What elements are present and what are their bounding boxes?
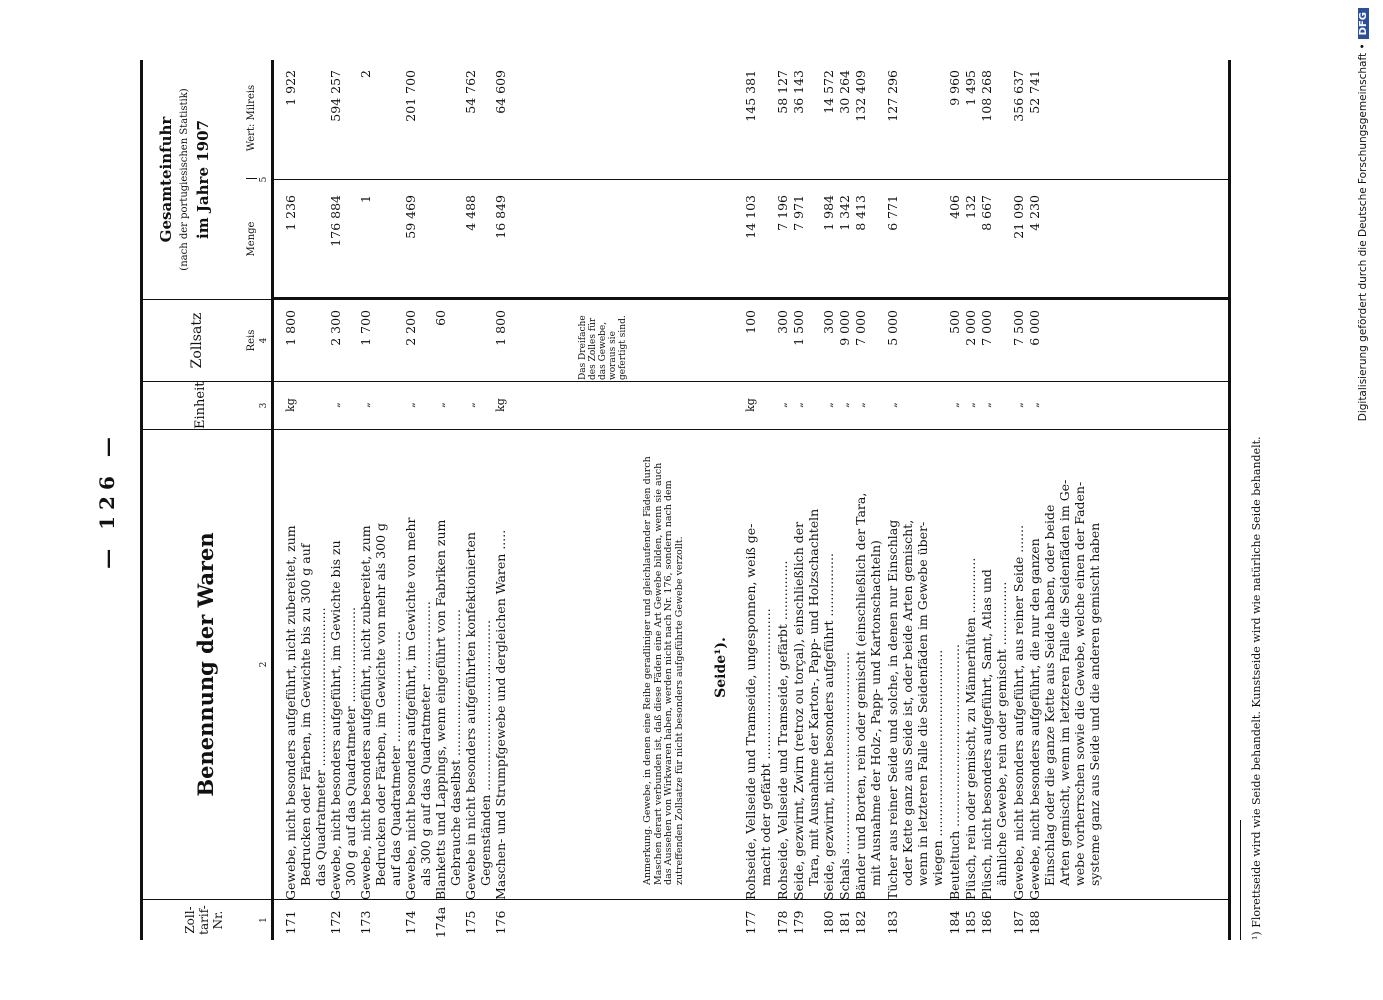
item-description-line: Gewebe, nicht besonders aufgeführt, im Gewichte bis zu — [328, 540, 343, 900]
tariff-number: 171 — [283, 910, 298, 935]
import-value: 54 762 — [463, 70, 478, 114]
import-quantity: 59 469 — [403, 195, 418, 239]
import-value: 594 257 — [328, 70, 343, 122]
item-description-cont: auf das Quadratmeter ............................ — [388, 630, 403, 886]
import-quantity: 1 984 — [821, 195, 836, 231]
item-description-line: Gewebe, nicht besonders aufgeführt, nicht zubereitet, zum — [358, 525, 373, 900]
duty-rate: 5 000 — [885, 310, 900, 346]
item-description-cont: Gegenständen ........................................... — [478, 619, 493, 886]
tariff-number: 179 — [791, 910, 806, 935]
import-value: 1 922 — [283, 70, 298, 106]
table-header — [143, 60, 274, 940]
item-description-line: Tücher aus reiner Seide und solche, in denen nur Einschlag — [885, 519, 900, 900]
item-description — [463, 435, 493, 900]
anmerkung-176: Anmerkung. Gewebe, in denen eine Reihe geradliniger und gleichlaufender Fäden durch Maschen derart verbunden ist, daß diese Fäden eine Art Gewebe bilden, wenn sie auch das Aussehen von Wirkwaren haben, werden nicht nach Nr. 176, sondern nach dem zutreffenden Zollsatze für nicht besonders aufgeführte Gewebe verzollt. — [642, 456, 685, 885]
header-num-1: 1 — [259, 917, 269, 923]
unit: „ — [359, 402, 372, 408]
item-description — [885, 435, 945, 900]
item-description-cont: mit Ausnahme der Holz-, Papp- und Kartonschachteln) — [868, 540, 883, 886]
item-description-line: Seide, gezwirnt, nicht besonders aufgeführt ................ — [821, 552, 836, 900]
unit: kg — [284, 398, 297, 412]
page-number: — 126 — — [95, 431, 119, 569]
duty-rate: 300 — [775, 310, 790, 334]
header-col-einheit-label: Einheit — [193, 381, 208, 429]
header-col-zollsatz — [143, 300, 271, 382]
item-description-line: Beuteltuch .............................................. — [947, 644, 962, 900]
header-col-zollsatz-label: Zollsatz — [189, 312, 205, 369]
item-description-cont: ähnliche Gewebe, rein oder gemischt ................ — [994, 581, 1009, 886]
item-description-cont: Bedrucken oder Färben, im Gewichte bis zu 300 g auf — [298, 543, 313, 886]
item-description-line: Gewebe, nicht besonders aufgeführt, die nur den ganzen — [1027, 538, 1042, 900]
tariff-number: 180 — [821, 910, 836, 935]
footnote: ¹) Florettseide wird wie Seide behandelt. Kunstseide wird wie natürliche Seide behandelt. — [1250, 436, 1263, 940]
import-quantity: 176 884 — [328, 195, 343, 247]
duty-rate: 100 — [743, 310, 758, 334]
dfg-logo: DFG — [1358, 8, 1369, 39]
duty-rate: 7 500 — [1011, 310, 1026, 346]
tariff-number: 173 — [358, 910, 373, 935]
item-description-cont: systeme ganz aus Seide und die anderen gemischt haben — [1087, 522, 1102, 886]
item-description-line: Bänder und Borten, rein oder gemischt (einschließlich der Tara, — [853, 492, 868, 900]
duty-rate: 7 000 — [853, 310, 868, 346]
item-description-cont: das Quadratmeter ........................................ — [313, 607, 328, 886]
item-description — [853, 435, 883, 900]
item-description-line: Maschen- und Strumpfgewebe und dergleichen Waren ..... — [493, 529, 508, 900]
item-description — [283, 435, 328, 900]
unit: „ — [1012, 402, 1025, 408]
import-quantity: 1 236 — [283, 195, 298, 231]
tariff-number: 184 — [947, 910, 962, 935]
item-description-line: Schals ................................................... — [837, 651, 852, 900]
item-description-cont: als 300 g auf das Quadratmeter .................... — [418, 601, 433, 886]
item-description — [1027, 435, 1102, 900]
import-value: 52 741 — [1027, 70, 1042, 114]
import-quantity: 7 971 — [791, 195, 806, 231]
duty-rate: 1 500 — [791, 310, 806, 346]
header-col-einheit — [143, 382, 271, 430]
item-description-line: Blanketts und Lappings, wenn eingeführt von Fabriken zum — [433, 519, 448, 900]
header-num-3: 3 — [259, 402, 269, 409]
tariff-number: 172 — [328, 910, 343, 935]
item-description — [963, 435, 978, 900]
import-value: 64 609 — [493, 70, 508, 114]
duty-rate: 7 000 — [979, 310, 994, 346]
item-description-line: Gewebe, nicht besonders aufgeführt, nicht zubereitet, zum — [283, 525, 298, 900]
item-description-line: Gewebe in nicht besonders aufgeführten konfektionierten — [463, 532, 478, 900]
item-description-line: Gewebe, nicht besonders aufgeführt, im Gewichte von mehr — [403, 517, 418, 900]
import-value: 58 127 — [775, 70, 790, 114]
import-quantity: 21 090 — [1011, 195, 1026, 239]
item-description-line: Seide, gezwirnt, Zwirn (retroz ou torçal), einschließlich der — [791, 521, 806, 900]
unit: kg — [744, 398, 757, 412]
import-value: 14 572 — [821, 70, 836, 114]
item-description — [358, 435, 403, 900]
unit: „ — [434, 402, 447, 408]
tariff-number: 183 — [885, 910, 900, 935]
tariff-number: 185 — [963, 910, 978, 935]
duty-rate: 1 800 — [283, 310, 298, 346]
header-num-4: 4 — [259, 337, 269, 344]
unit: „ — [404, 402, 417, 408]
unit: „ — [964, 402, 977, 408]
unit: kg — [494, 398, 507, 412]
unit: „ — [948, 402, 961, 408]
import-value: 108 268 — [979, 70, 994, 122]
dfg-credit — [1357, 0, 1369, 1000]
duty-rate: 1 800 — [493, 310, 508, 346]
item-description-cont: Gebrauche daselbst ..................................... — [448, 609, 463, 886]
header-col-benennung — [143, 430, 271, 900]
item-description — [328, 435, 358, 900]
import-value: 9 960 — [947, 70, 962, 106]
unit: „ — [464, 402, 477, 408]
tariff-number: 174a — [433, 906, 448, 939]
header-col-benennung-label: Benennung der Waren — [193, 532, 218, 797]
duty-rate: 9 000 — [837, 310, 852, 346]
duty-rate: 1 700 — [358, 310, 373, 346]
unit: „ — [776, 402, 789, 408]
duty-rate: 300 — [821, 310, 836, 334]
import-value: 30 264 — [837, 70, 852, 114]
header-col-zollsatz-sub: Reis — [246, 329, 257, 352]
item-description-cont: Bedrucken oder Färben, im Gewichte von mehr als 300 g — [373, 522, 388, 886]
zoll-note-175: Das Dreifache des Zolles für das Gewebe, woraus sie gefertigt sind. — [578, 315, 628, 380]
header-menge: Menge — [246, 221, 257, 257]
header-num-5: 5 — [259, 176, 269, 183]
duty-rate: 500 — [947, 310, 962, 334]
item-description — [821, 435, 836, 900]
section-seide: Seide¹). — [713, 637, 729, 698]
import-quantity: 1 342 — [837, 195, 852, 231]
item-description-cont: 300 g auf das Quadratmeter ........................ — [343, 607, 358, 886]
item-description — [743, 435, 773, 900]
import-quantity: 16 849 — [493, 195, 508, 239]
tariff-number: 188 — [1027, 910, 1042, 935]
duty-rate: 6 000 — [1027, 310, 1042, 346]
item-description — [433, 435, 463, 900]
tariff-number: 177 — [743, 910, 758, 935]
tariff-number: 186 — [979, 910, 994, 935]
duty-rate: 2 200 — [403, 310, 418, 346]
item-description-cont: Arten gemischt, wenn im letzteren Falle die Seidenfäden im Ge- — [1057, 479, 1072, 886]
import-quantity: 4 230 — [1027, 195, 1042, 231]
unit: „ — [980, 402, 993, 408]
import-quantity: 4 488 — [463, 195, 478, 231]
import-value: 201 700 — [403, 70, 418, 122]
tariff-number: 178 — [775, 910, 790, 935]
item-description — [1011, 435, 1026, 900]
tariff-number: 176 — [493, 910, 508, 935]
import-value: 127 296 — [885, 70, 900, 122]
item-description-cont: Tara, mit Ausnahme der Karton-, Papp- und Holzschachteln — [806, 508, 821, 886]
duty-rate: 60 — [433, 310, 448, 326]
tariff-table — [140, 60, 1231, 940]
tariff-number: 181 — [837, 910, 852, 935]
header-col-einfuhr-year: im Jahre 1907 — [194, 120, 212, 239]
item-description-line: Rohseide, Vellseide und Tramseide, ungesponnen, weiß ge- — [743, 523, 758, 900]
item-description — [493, 435, 508, 900]
duty-rate: 2 000 — [963, 310, 978, 346]
unit: „ — [822, 402, 835, 408]
item-description — [403, 435, 433, 900]
header-num-2: 2 — [259, 661, 269, 668]
import-quantity: 14 103 — [743, 195, 758, 239]
import-value: 36 143 — [791, 70, 806, 114]
col-divider-3 — [271, 381, 1228, 382]
header-col-einfuhr-label: Gesamteinfuhr — [157, 116, 175, 243]
unit: „ — [886, 402, 899, 408]
import-value: 2 — [358, 70, 373, 78]
item-description-line: Plüsch, nicht besonders aufgeführt, Samt, Atlas und — [979, 569, 994, 900]
footnote-rule — [1240, 820, 1241, 940]
import-quantity: 8 667 — [979, 195, 994, 231]
dfg-strip — [1357, 0, 1377, 1000]
header-col-nr-label: Zoll- tarif- Nr. — [183, 905, 225, 935]
item-description-cont: oder Kette ganz aus Seide ist, oder beide Arten gemischt, — [900, 519, 915, 886]
header-col-nr — [143, 900, 271, 940]
header-wert: Wert: Milreis — [246, 58, 257, 179]
unit: „ — [792, 402, 805, 408]
item-description-cont: wenn in letzteren Falle die Seidenfäden im Gewebe über- — [915, 521, 930, 886]
import-value: 356 637 — [1011, 70, 1026, 122]
item-description-cont: Einschlag oder die ganze Kette aus Seide haben, oder beide — [1042, 504, 1057, 886]
item-description-line: Plüsch, rein oder gemischt, zu Männerhüten .............. — [963, 557, 978, 900]
col-divider-4 — [271, 297, 1228, 300]
item-description-cont: wiegen ............................................... — [930, 649, 945, 886]
item-description-cont: webe vorherrschen sowie die Gewebe, welche einen der Faden- — [1072, 481, 1087, 886]
tariff-number: 187 — [1011, 910, 1026, 935]
import-quantity: 7 196 — [775, 195, 790, 231]
import-quantity: 8 413 — [853, 195, 868, 231]
item-description — [837, 435, 852, 900]
item-description — [979, 435, 1009, 900]
import-value: 132 409 — [853, 70, 868, 122]
import-quantity: 1 — [358, 195, 373, 203]
item-description-cont: macht oder gefärbt ...................................... — [758, 608, 773, 886]
item-description — [775, 435, 790, 900]
item-description-line: Rohseide, Vellseide und Tramseide, gefärbt ............... — [775, 560, 790, 900]
unit: „ — [329, 402, 342, 408]
item-description — [947, 435, 962, 900]
item-description — [791, 435, 821, 900]
unit: „ — [838, 402, 851, 408]
col-divider-2 — [271, 429, 1228, 430]
header-col-einfuhr — [143, 60, 271, 300]
tariff-number: 175 — [463, 910, 478, 935]
import-value: 145 381 — [743, 70, 758, 122]
import-value: 1 495 — [963, 70, 978, 106]
import-quantity: 132 — [963, 195, 978, 219]
dfg-text: Digitalisierung gefördert durch die Deutsche Forschungsgemeinschaft • — [1357, 43, 1369, 422]
item-description-line: Gewebe, nicht besonders aufgeführt, aus reiner Seide ....... — [1011, 524, 1026, 900]
tariff-number: 174 — [403, 910, 418, 935]
tariff-number: 182 — [853, 910, 868, 935]
duty-rate: 2 300 — [328, 310, 343, 346]
import-quantity: 406 — [947, 195, 962, 219]
unit: „ — [854, 402, 867, 408]
import-quantity: 6 771 — [885, 195, 900, 231]
unit: „ — [1028, 402, 1041, 408]
header-col-einfuhr-sub1: (nach der portugiesischen Statistik) — [179, 88, 190, 271]
